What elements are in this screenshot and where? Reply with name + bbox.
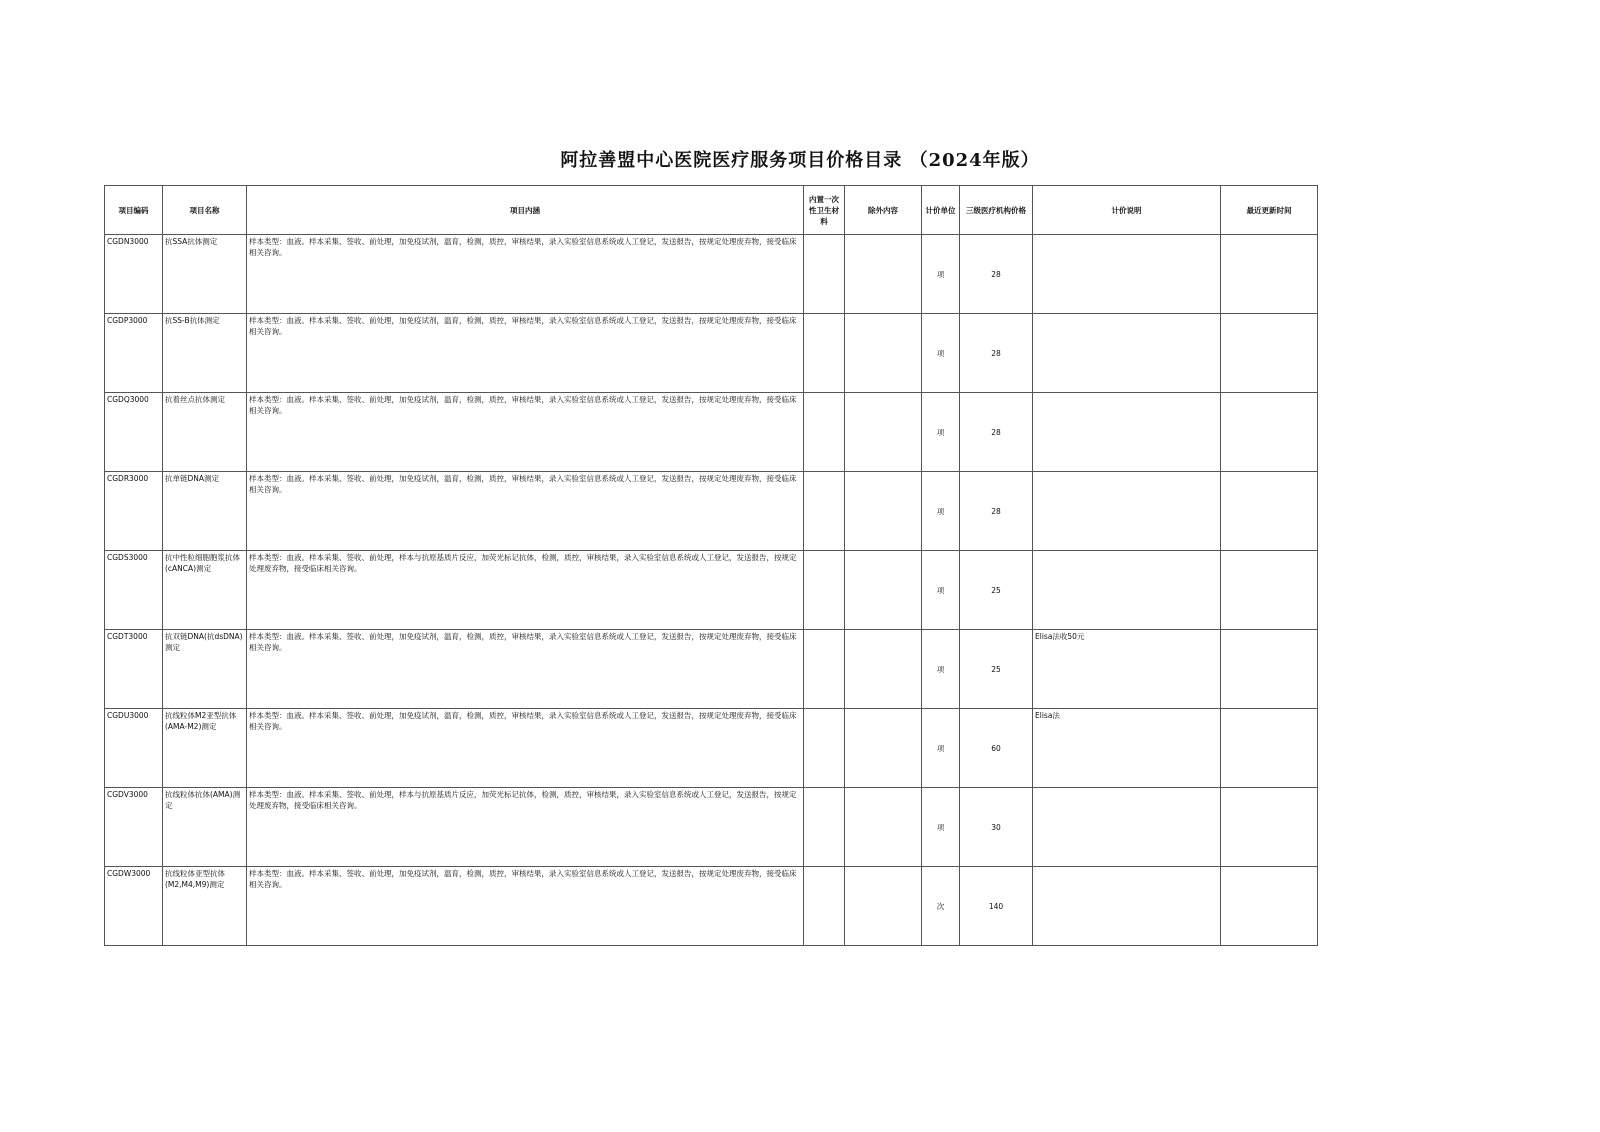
cell-material [804, 551, 845, 630]
cell-updated [1221, 709, 1318, 788]
table-row [105, 314, 1318, 393]
cell-note [1033, 867, 1221, 946]
cell-material [804, 472, 845, 551]
cell-note: Elisa法 [1033, 709, 1221, 788]
cell-note [1033, 235, 1221, 314]
cell-exclusion [845, 867, 922, 946]
table-row [105, 472, 1318, 551]
cell-price: 28 [960, 314, 1033, 393]
cell-code: CGDQ3000 [105, 393, 163, 472]
table-row [105, 709, 1318, 788]
cell-unit: 次 [922, 867, 960, 946]
cell-name: 抗着丝点抗体测定 [163, 393, 247, 472]
cell-code: CGDU3000 [105, 709, 163, 788]
cell-price: 28 [960, 472, 1033, 551]
header-name: 项目名称 [163, 186, 247, 235]
header-note: 计价说明 [1033, 186, 1221, 235]
cell-name: 抗中性粒细胞胞浆抗体(cANCA)测定 [163, 551, 247, 630]
header-material: 内置一次性卫生材料 [804, 186, 845, 235]
cell-exclusion [845, 551, 922, 630]
cell-material [804, 709, 845, 788]
cell-unit: 项 [922, 709, 960, 788]
cell-updated [1221, 788, 1318, 867]
cell-material [804, 630, 845, 709]
header-unit: 计价单位 [922, 186, 960, 235]
cell-name: 抗SSA抗体测定 [163, 235, 247, 314]
cell-exclusion [845, 788, 922, 867]
cell-content: 样本类型：血液。样本采集、签收、前处理，加免疫试剂，温育，检测，质控，审核结果，录入实验室信息系统或人工登记，发送报告，按规定处理废弃物，接受临床相关咨询。 [247, 867, 804, 946]
cell-note [1033, 788, 1221, 867]
cell-material [804, 867, 845, 946]
cell-name: 抗线粒体亚型抗体(M2,M4,M9)测定 [163, 867, 247, 946]
cell-unit: 项 [922, 472, 960, 551]
cell-code: CGDS3000 [105, 551, 163, 630]
cell-updated [1221, 551, 1318, 630]
page-title: 阿拉善盟中心医院医疗服务项目价格目录 （2024年版） [560, 150, 1040, 171]
cell-price: 28 [960, 393, 1033, 472]
cell-price: 28 [960, 235, 1033, 314]
cell-updated [1221, 393, 1318, 472]
cell-code: CGDW3000 [105, 867, 163, 946]
cell-content: 样本类型：血液。样本采集、签收、前处理，加免疫试剂，温育，检测，质控，审核结果，录入实验室信息系统或人工登记，发送报告，按规定处理废弃物，接受临床相关咨询。 [247, 472, 804, 551]
cell-updated [1221, 235, 1318, 314]
cell-code: CGDR3000 [105, 472, 163, 551]
cell-unit: 项 [922, 393, 960, 472]
cell-exclusion [845, 472, 922, 551]
cell-name: 抗单链DNA测定 [163, 472, 247, 551]
cell-content: 样本类型：血液。样本采集、签收、前处理，样本与抗原基质片反应，加荧光标记抗体，检测，质控，审核结果，录入实验室信息系统或人工登记，发送报告，按规定处理废弃物，接受临床相关咨询。 [247, 551, 804, 630]
cell-unit: 项 [922, 235, 960, 314]
cell-content: 样本类型：血液。样本采集、签收、前处理，加免疫试剂，温育，检测，质控，审核结果，录入实验室信息系统或人工登记，发送报告，按规定处理废弃物，接受临床相关咨询。 [247, 393, 804, 472]
cell-content: 样本类型：血液。样本采集、签收、前处理，样本与抗原基质片反应，加荧光标记抗体，检测，质控，审核结果，录入实验室信息系统或人工登记，发送报告，按规定处理废弃物，接受临床相关咨询。 [247, 788, 804, 867]
cell-unit: 项 [922, 788, 960, 867]
cell-note [1033, 551, 1221, 630]
cell-content: 样本类型：血液。样本采集、签收、前处理，加免疫试剂，温育，检测，质控，审核结果，录入实验室信息系统或人工登记，发送报告，按规定处理废弃物，接受临床相关咨询。 [247, 235, 804, 314]
cell-price: 60 [960, 709, 1033, 788]
cell-name: 抗双链DNA(抗dsDNA)测定 [163, 630, 247, 709]
cell-note: Elisa法收50元 [1033, 630, 1221, 709]
cell-price: 25 [960, 551, 1033, 630]
cell-name: 抗线粒体抗体(AMA)测定 [163, 788, 247, 867]
cell-updated [1221, 472, 1318, 551]
cell-note [1033, 393, 1221, 472]
table-row [105, 788, 1318, 867]
cell-content: 样本类型：血液。样本采集、签收、前处理，加免疫试剂，温育，检测，质控，审核结果，录入实验室信息系统或人工登记，发送报告，按规定处理废弃物，接受临床相关咨询。 [247, 314, 804, 393]
cell-material [804, 393, 845, 472]
table-row [105, 630, 1318, 709]
cell-exclusion [845, 393, 922, 472]
cell-content: 样本类型：血液。样本采集、签收、前处理，加免疫试剂，温育，检测，质控，审核结果，录入实验室信息系统或人工登记，发送报告，按规定处理废弃物，接受临床相关咨询。 [247, 630, 804, 709]
cell-unit: 项 [922, 314, 960, 393]
header-price: 三级医疗机构价格 [960, 186, 1033, 235]
price-table [104, 185, 1318, 946]
cell-exclusion [845, 235, 922, 314]
cell-content: 样本类型：血液。样本采集、签收、前处理，加免疫试剂，温育，检测，质控，审核结果，录入实验室信息系统或人工登记，发送报告，按规定处理废弃物，接受临床相关咨询。 [247, 709, 804, 788]
cell-unit: 项 [922, 551, 960, 630]
cell-exclusion [845, 709, 922, 788]
cell-updated [1221, 314, 1318, 393]
cell-price: 30 [960, 788, 1033, 867]
cell-code: CGDP3000 [105, 314, 163, 393]
cell-code: CGDT3000 [105, 630, 163, 709]
header-updated: 最近更新时间 [1221, 186, 1318, 235]
table-row [105, 551, 1318, 630]
cell-code: CGDV3000 [105, 788, 163, 867]
header-content: 项目内涵 [247, 186, 804, 235]
table-header-row [105, 186, 1318, 235]
cell-exclusion [845, 630, 922, 709]
cell-updated [1221, 867, 1318, 946]
table-row [105, 867, 1318, 946]
cell-updated [1221, 630, 1318, 709]
cell-exclusion [845, 314, 922, 393]
table-row [105, 235, 1318, 314]
cell-price: 140 [960, 867, 1033, 946]
cell-name: 抗SS-B抗体测定 [163, 314, 247, 393]
cell-unit: 项 [922, 630, 960, 709]
cell-price: 25 [960, 630, 1033, 709]
cell-material [804, 235, 845, 314]
cell-material [804, 314, 845, 393]
header-exclusion: 除外内容 [845, 186, 922, 235]
cell-note [1033, 472, 1221, 551]
cell-material [804, 788, 845, 867]
cell-name: 抗线粒体M2亚型抗体(AMA-M2)测定 [163, 709, 247, 788]
cell-code: CGDN3000 [105, 235, 163, 314]
header-code: 项目编码 [105, 186, 163, 235]
cell-note [1033, 314, 1221, 393]
table-row [105, 393, 1318, 472]
